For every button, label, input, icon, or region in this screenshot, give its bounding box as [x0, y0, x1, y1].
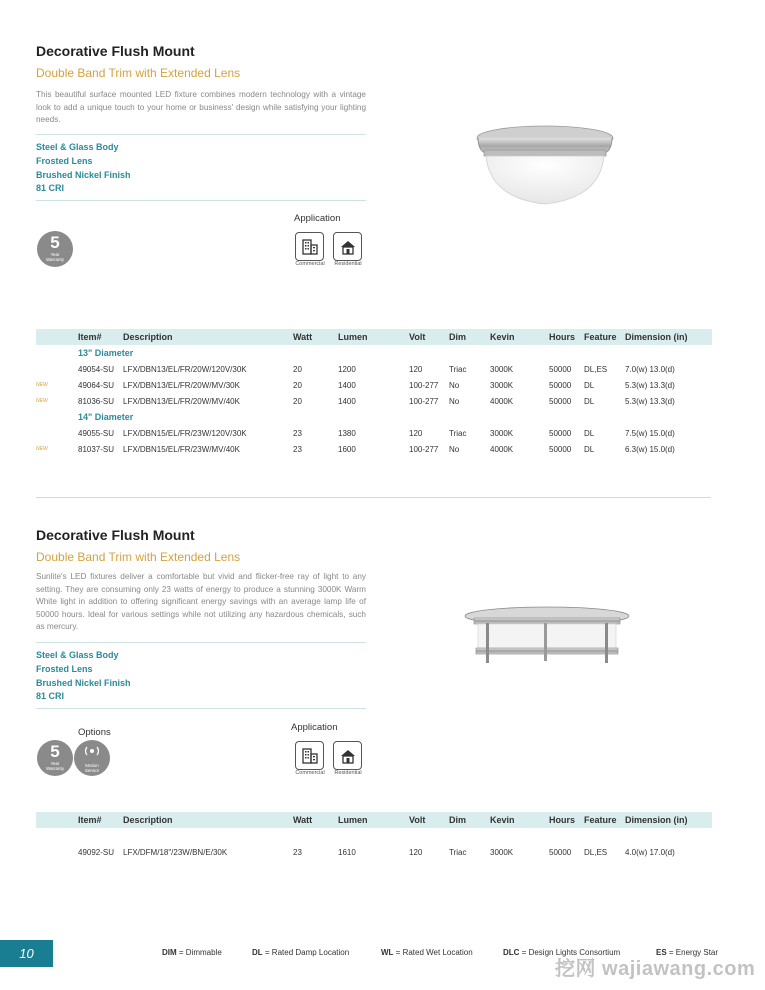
cell-watt: 20	[293, 364, 302, 374]
cell-dimension: 4.0(w) 17.0(d)	[625, 847, 675, 857]
warranty-number: 5	[50, 233, 60, 252]
cell-dimension: 5.3(w) 13.3(d)	[625, 380, 675, 390]
page-number-tab	[0, 940, 53, 967]
cell-item: 49054-SU	[78, 364, 115, 374]
cell-dimension: 7.0(w) 13.0(d)	[625, 364, 675, 374]
commercial-building-icon	[295, 232, 324, 261]
cell-lumen: 1380	[338, 428, 356, 438]
cell-feature: DL	[584, 428, 595, 438]
section2-title: Decorative Flush Mount	[36, 527, 195, 543]
cell-volt: 120	[409, 428, 423, 438]
section1-divider-bottom	[36, 200, 366, 201]
section2-description: Sunlite's LED fixtures deliver a comfortable but vivid and flicker-free ray of light to any setting. They are consuming only 23 watts of energy to produce a stunning 3000K Warm White light in addition to offering significant energy savings with an average lamp life of 50000 hours. Ideal for various settings while not utilizing any hazardous chemicals, such as mercury.	[36, 572, 366, 631]
commercial-building-icon	[295, 741, 324, 770]
legend-key: DIM	[162, 948, 177, 957]
cell-kevin: 4000K	[490, 396, 514, 406]
cell-volt: 100-277	[409, 444, 439, 454]
product-image-fixture-drum	[462, 604, 632, 673]
cell-dim: No	[449, 444, 460, 454]
cell-hours: 50000	[549, 428, 572, 438]
spec-item: Steel & Glass Body	[36, 142, 119, 152]
cell-lumen: 1400	[338, 396, 356, 406]
warranty-line1: Year	[50, 252, 60, 257]
cell-kevin: 4000K	[490, 444, 514, 454]
cell-lumen: 1400	[338, 380, 356, 390]
section2-divider-top	[36, 642, 366, 643]
col-header-dim: Dim	[449, 812, 490, 828]
cell-item: 49055-SU	[78, 428, 115, 438]
cell-watt: 23	[293, 847, 302, 857]
legend-key: DLC	[503, 948, 520, 957]
cell-lumen: 1200	[338, 364, 356, 374]
col-header-dimension: Dimension (in)	[625, 329, 712, 345]
cell-dim: Triac	[449, 364, 467, 374]
warranty-badge	[37, 740, 73, 776]
cell-volt: 120	[409, 364, 423, 374]
cell-hours: 50000	[549, 444, 572, 454]
table-row	[36, 441, 712, 457]
residential-label: Residential	[334, 770, 362, 776]
application-label: Application	[291, 722, 338, 733]
cell-kevin: 3000K	[490, 428, 514, 438]
col-header-watt: Watt	[293, 812, 338, 828]
warranty-line2: Warranty	[45, 766, 65, 771]
cell-item: 81036-SU	[78, 396, 115, 406]
warranty-line1: Year	[50, 761, 60, 766]
legend-text: = Design Lights Consortium	[521, 948, 621, 957]
section2-specs	[36, 649, 131, 704]
cell-watt: 20	[293, 396, 302, 406]
cell-feature: DL,ES	[584, 847, 608, 857]
col-header-item: Item#	[78, 812, 123, 828]
table-header-row	[36, 329, 712, 345]
cell-dim: Triac	[449, 847, 467, 857]
residential-house-icon	[333, 232, 362, 261]
spacer-row	[36, 828, 712, 844]
motion-sensor-icon	[82, 744, 102, 758]
spec-item: Brushed Nickel Finish	[36, 677, 131, 688]
cell-item: 49064-SU	[78, 380, 115, 390]
cell-watt: 23	[293, 428, 302, 438]
col-header-description: Description	[123, 329, 293, 345]
col-header-dim: Dim	[449, 329, 490, 345]
col-header-feature: Feature	[584, 812, 625, 828]
page-number: 10	[19, 946, 34, 961]
cell-description: LFX/DBN15/EL/FR/23W/120V/30K	[123, 428, 247, 438]
cell-lumen: 1600	[338, 444, 356, 454]
warranty-number: 5	[50, 742, 60, 761]
section1-specs	[36, 141, 131, 196]
cell-item: 81037-SU	[78, 444, 115, 454]
cell-dimension: 5.3(w) 13.3(d)	[625, 396, 675, 406]
cell-kevin: 3000K	[490, 847, 514, 857]
col-header-hours: Hours	[549, 812, 584, 828]
cell-watt: 20	[293, 380, 302, 390]
cell-hours: 50000	[549, 380, 572, 390]
product-image-fixture-dome	[470, 120, 620, 215]
watermark: 挖网 wajiawang.com	[555, 958, 756, 980]
col-header-watt: Watt	[293, 329, 338, 345]
col-header-volt: Volt	[409, 329, 449, 345]
spec-item: Frosted Lens	[36, 663, 93, 674]
new-tag	[36, 425, 78, 441]
spec-item: 81 CRI	[36, 183, 65, 194]
cell-kevin: 3000K	[490, 364, 514, 374]
table-row	[36, 844, 712, 860]
legend-dl	[252, 948, 349, 957]
group-row	[36, 409, 712, 425]
col-header-kevin: Kevin	[490, 329, 549, 345]
table-header-row	[36, 812, 712, 828]
legend-key: ES	[656, 948, 667, 957]
legend-text: = Energy Star	[668, 948, 719, 957]
cell-feature: DL	[584, 380, 595, 390]
group-label: 14" Diameter	[78, 412, 134, 422]
cell-volt: 100-277	[409, 396, 439, 406]
cell-item: 49092-SU	[78, 847, 115, 857]
cell-dimension: 7.5(w) 15.0(d)	[625, 428, 675, 438]
new-tag: NEW	[36, 382, 48, 388]
cell-description: LFX/DFM/18"/23W/BN/E/30K	[123, 847, 228, 857]
col-header-hours: Hours	[549, 329, 584, 345]
warranty-line2: Warranty	[45, 257, 65, 262]
legend-dim	[162, 948, 222, 957]
cell-lumen: 1610	[338, 847, 356, 857]
cell-volt: 120	[409, 847, 423, 857]
cell-description: LFX/DBN13/EL/FR/20W/120V/30K	[123, 364, 247, 374]
legend-text: = Dimmable	[178, 948, 222, 957]
options-label: Options	[78, 727, 111, 738]
commercial-label: Commercial	[295, 261, 325, 267]
section-separator	[36, 497, 711, 498]
cell-dim: No	[449, 380, 460, 390]
table-row	[36, 393, 712, 409]
legend-key: WL	[381, 948, 394, 957]
col-header-item: Item#	[78, 329, 123, 345]
cell-description: LFX/DBN13/EL/FR/20W/MV/40K	[123, 396, 240, 406]
spec-item: Steel & Glass Body	[36, 650, 119, 660]
spec-item: Brushed Nickel Finish	[36, 169, 131, 180]
group-row	[36, 345, 712, 361]
motion-sensor-badge	[74, 740, 110, 776]
cell-feature: DL	[584, 444, 595, 454]
legend-text: = Rated Wet Location	[395, 948, 473, 957]
col-header-description: Description	[123, 812, 293, 828]
group-label: 13" Diameter	[78, 348, 134, 358]
section1-subtitle: Double Band Trim with Extended Lens	[36, 66, 241, 80]
section2-subtitle: Double Band Trim with Extended Lens	[36, 550, 241, 564]
product-table-2	[36, 812, 712, 860]
new-tag: NEW	[36, 446, 48, 452]
section2-divider-bottom	[36, 708, 366, 709]
cell-dim: Triac	[449, 428, 467, 438]
col-header-kevin: Kevin	[490, 812, 549, 828]
cell-description: LFX/DBN13/EL/FR/20W/MV/30K	[123, 380, 240, 390]
spec-item: Frosted Lens	[36, 155, 93, 166]
motion-line2: Sensor	[84, 768, 100, 773]
legend-key: DL	[252, 948, 263, 957]
cell-volt: 100-277	[409, 380, 439, 390]
col-header-volt: Volt	[409, 812, 449, 828]
table-row	[36, 425, 712, 441]
cell-hours: 50000	[549, 364, 572, 374]
col-header-lumen: Lumen	[338, 329, 409, 345]
new-tag: NEW	[36, 398, 48, 404]
table-row	[36, 377, 712, 393]
col-header-lumen: Lumen	[338, 812, 409, 828]
section1-divider-top	[36, 134, 366, 135]
residential-house-icon	[333, 741, 362, 770]
residential-label: Residential	[334, 261, 362, 267]
cell-hours: 50000	[549, 847, 572, 857]
cell-kevin: 3000K	[490, 380, 514, 390]
new-tag	[36, 361, 78, 377]
cell-hours: 50000	[549, 396, 572, 406]
warranty-badge	[37, 231, 73, 267]
motion-line1: Motion	[85, 763, 99, 768]
col-header-dimension: Dimension (in)	[625, 812, 712, 828]
col-header-feature: Feature	[584, 329, 625, 345]
cell-feature: DL	[584, 396, 595, 406]
table-row	[36, 361, 712, 377]
spec-item: 81 CRI	[36, 691, 65, 702]
product-table-1	[36, 329, 712, 457]
cell-description: LFX/DBN15/EL/FR/23W/MV/40K	[123, 444, 240, 454]
legend-wl	[381, 948, 473, 957]
cell-watt: 23	[293, 444, 302, 454]
section1-title: Decorative Flush Mount	[36, 43, 195, 59]
cell-feature: DL,ES	[584, 364, 608, 374]
application-label: Application	[294, 213, 341, 224]
commercial-label: Commercial	[295, 770, 325, 776]
section1-description: This beautiful surface mounted LED fixture combines modern technology with a vintage look to add a unique touch to your home or business' design while satisfying your lighting needs.	[36, 90, 366, 124]
cell-dimension: 6.3(w) 15.0(d)	[625, 444, 675, 454]
cell-dim: No	[449, 396, 460, 406]
legend-text: = Rated Damp Location	[264, 948, 350, 957]
